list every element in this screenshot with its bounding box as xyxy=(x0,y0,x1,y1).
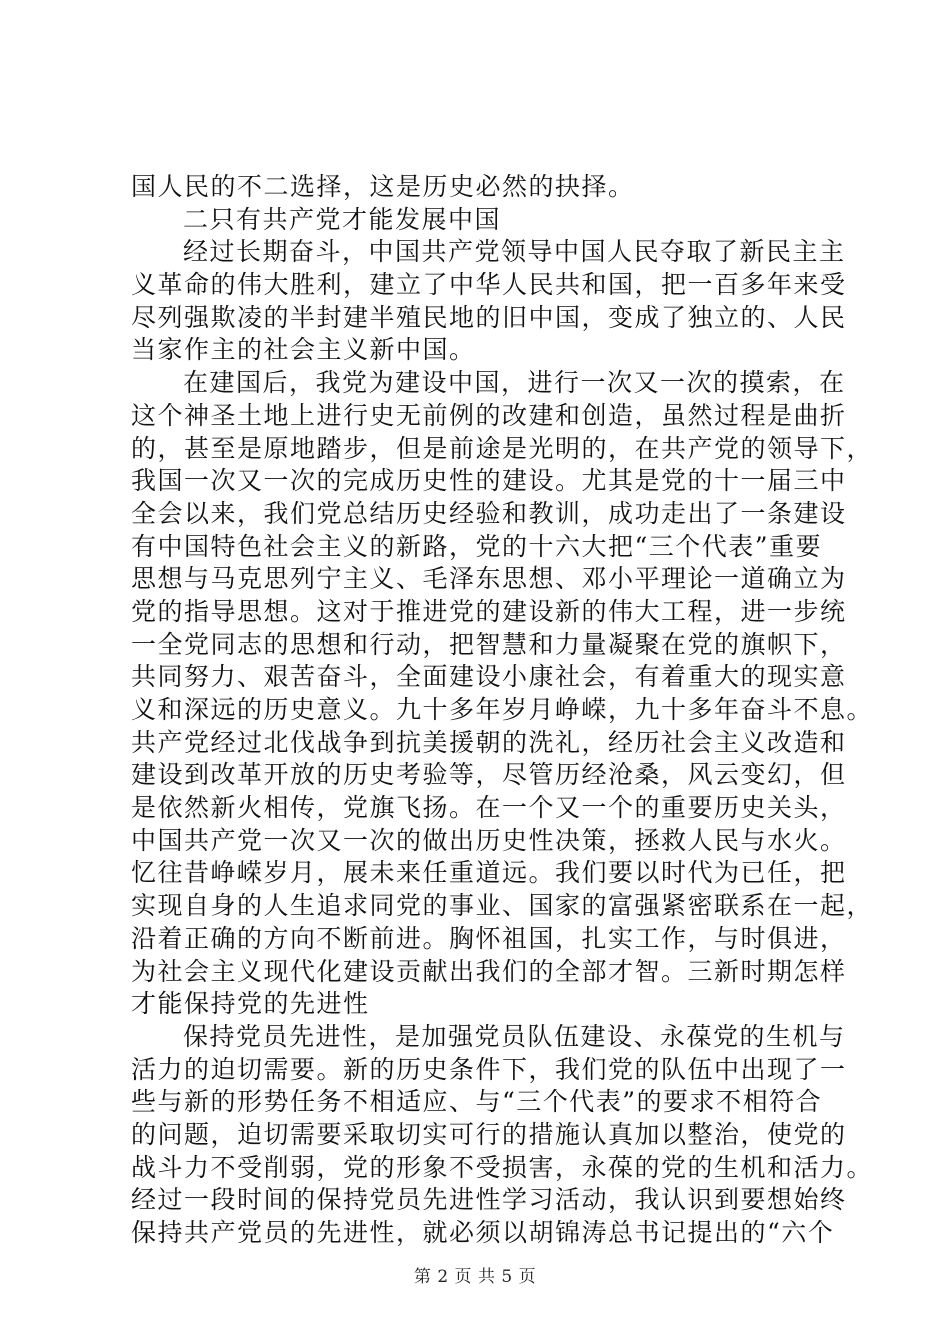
text-line: 我国一次又一次的完成历史性的建设。尤其是党的十一届三中 xyxy=(131,466,847,496)
text-line: 的，甚至是原地踏步，但是前途是光明的，在共产党的领导下， xyxy=(131,433,874,463)
text-line: 一全党同志的思想和行动，把智慧和力量凝聚在党的旗帜下， xyxy=(131,629,847,659)
text-line: 中国共产党一次又一次的做出历史性决策，拯救人民与水火。 xyxy=(131,825,847,855)
text-line: 建设到改革开放的历史考验等，尽管历经沧桑，风云变幻，但 xyxy=(131,760,847,790)
text-line: 共同努力、艰苦奋斗，全面建设小康社会，有着重大的现实意 xyxy=(131,662,847,692)
text-line: 经过一段时间的保持党员先进性学习活动，我认识到要想始终 xyxy=(131,1185,847,1215)
text-line: 保持党员先进性，是加强党员队伍建设、永葆党的生机与 xyxy=(183,1021,846,1051)
text-line: 共产党经过北伐战争到抗美援朝的洗礼，经历社会主义改造和 xyxy=(131,727,847,757)
text-line: 在建国后，我党为建设中国，进行一次又一次的摸索，在 xyxy=(183,368,846,398)
text-line: 有中国特色社会主义的新路，党的十六大把“三个代表”重要 xyxy=(131,531,823,561)
page-footer: 第 2 页 共 5 页 xyxy=(413,1267,537,1287)
text-line: 义革命的伟大胜利，建立了中华人民共和国，把一百多年来受 xyxy=(131,270,847,300)
text-line: 思想与马克思列宁主义、毛泽东思想、邓小平理论一道确立为 xyxy=(131,564,847,594)
text-line: 是依然新火相传，党旗飞扬。在一个又一个的重要历史关头， xyxy=(131,793,847,823)
text-line: 实现自身的人生追求同党的事业、国家的富强紧密联系在一起， xyxy=(131,891,874,921)
text-line: 当家作主的社会主义新中国。 xyxy=(131,335,476,365)
document-body xyxy=(131,171,874,1250)
text-line: 的问题，迫切需要采取切实可行的措施认真加以整治，使党的 xyxy=(131,1119,847,1149)
text-line: 为社会主义现代化建设贡献出我们的全部才智。三新时期怎样 xyxy=(131,956,847,986)
text-line: 活力的迫切需要。新的历史条件下，我们党的队伍中出现了一 xyxy=(131,1054,847,1084)
text-line: 这个神圣土地上进行史无前例的改建和创造，虽然过程是曲折 xyxy=(131,400,847,430)
text-line: 些与新的形势任务不相适应、与“三个代表”的要求不相符合 xyxy=(131,1087,823,1117)
text-line: 尽列强欺凌的半封建半殖民地的旧中国，变成了独立的、人民 xyxy=(131,302,847,332)
text-line: 经过长期奋斗，中国共产党领导中国人民夺取了新民主主 xyxy=(183,237,846,267)
text-line: 保持共产党员的先进性，就必须以胡锦涛总书记提出的“六个 xyxy=(131,1218,835,1247)
text-line: 忆往昔峥嵘岁月，展未来任重道远。我们要以时代为已任，把 xyxy=(131,858,847,888)
text-line: 全会以来，我们党总结历史经验和教训，成功走出了一条建设 xyxy=(131,498,847,528)
text-line: 党的指导思想。这对于推进党的建设新的伟大工程，进一步统 xyxy=(131,596,847,626)
text-line: 才能保持党的先进性 xyxy=(131,989,370,1019)
text-line: 国人民的不二选择，这是历史必然的抉择。 xyxy=(131,172,635,201)
text-line: 沿着正确的方向不断前进。胸怀祖国，扎实工作，与时俱进， xyxy=(131,923,847,953)
text-line: 义和深远的历史意义。九十多年岁月峥嵘，九十多年奋斗不息。 xyxy=(131,695,874,724)
text-line: 二只有共产党才能发展中国 xyxy=(183,204,502,234)
text-line: 战斗力不受削弱，党的形象不受损害，永葆的党的生机和活力。 xyxy=(131,1152,874,1182)
